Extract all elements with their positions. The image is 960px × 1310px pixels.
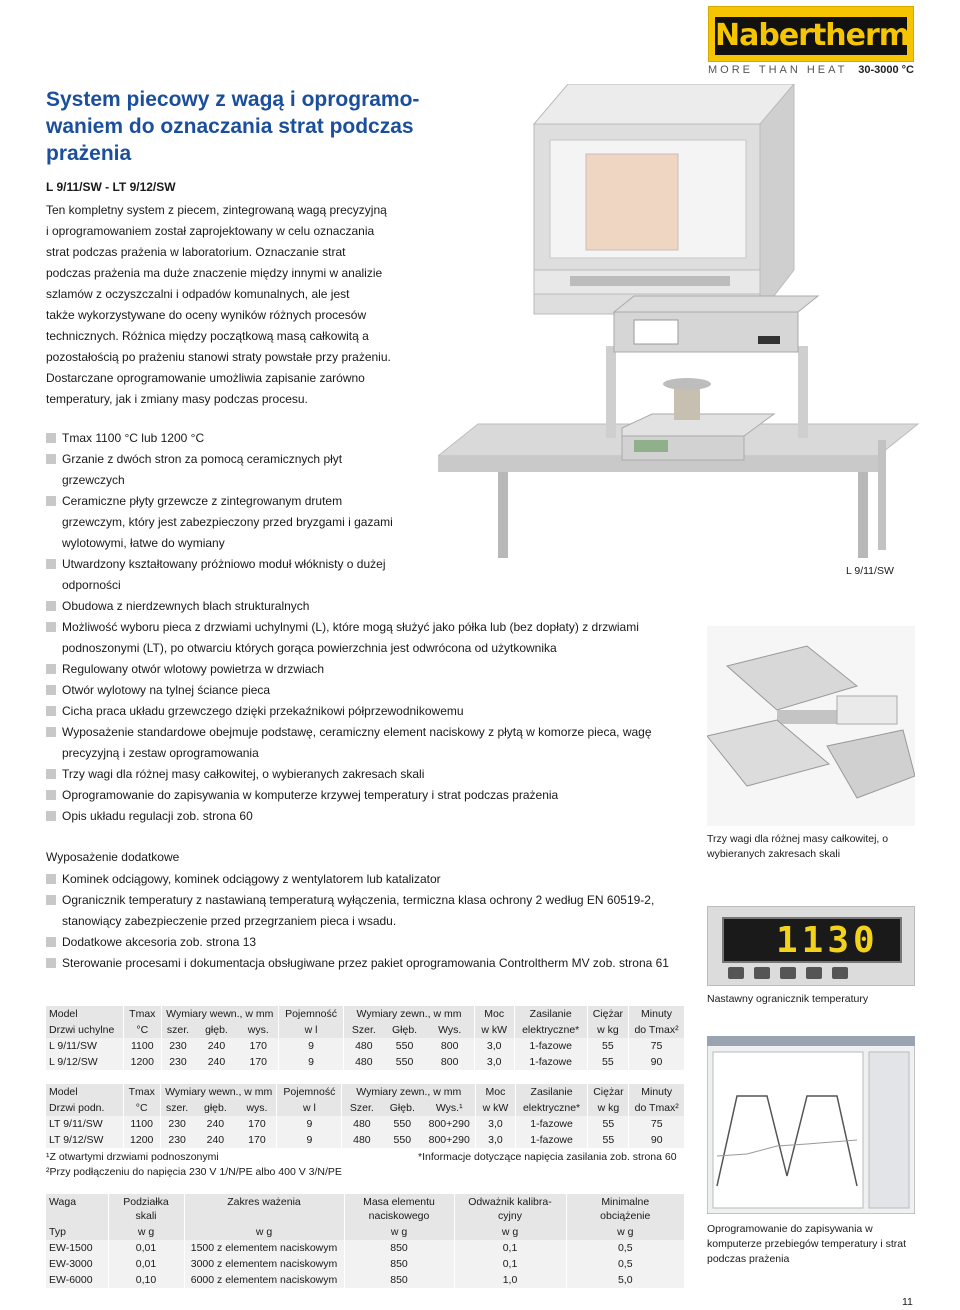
table-cell: 800+290 xyxy=(423,1116,475,1132)
controller-screen xyxy=(634,320,678,344)
title-line: waniem do oznaczania strat podczas xyxy=(46,115,414,138)
header-line: obciążenie xyxy=(600,1210,651,1222)
header-line: Minimalne xyxy=(601,1196,650,1208)
table-cell: 230 xyxy=(161,1054,194,1070)
scale-display-panel xyxy=(837,696,897,724)
table-subheader: wys. xyxy=(239,1022,279,1038)
header-line: Zakres ważenia xyxy=(227,1196,301,1208)
controller-switch xyxy=(758,336,780,344)
furnace-photo xyxy=(438,84,920,562)
page-number: 11 xyxy=(902,1296,913,1308)
table-cell: EW-3000 xyxy=(46,1256,108,1272)
table-subheader: Szer. xyxy=(344,1022,384,1038)
table-cell: EW-1500 xyxy=(46,1240,108,1256)
table-header: Moc xyxy=(476,1084,516,1100)
options-title: Wyposażenie dodatkowe xyxy=(46,850,180,864)
table-cell: 550 xyxy=(381,1116,423,1132)
table-cell: 240 xyxy=(193,1132,237,1148)
table-cell: 1-fazowe xyxy=(514,1038,587,1054)
table-cell: 55 xyxy=(587,1054,628,1070)
list-item: Ogranicznik temperatury z nastawianą temperaturą wyłączenia, termiczna klasa ochrony 2 według EN 60519-2, stanowiący zabezpieczenie przed przegrzaniem pieca i wsadu. xyxy=(46,890,696,932)
temp-range: 30-3000 °C xyxy=(858,64,914,76)
table-cell: 1-fazowe xyxy=(514,1054,587,1070)
table-header xyxy=(344,1194,454,1224)
table-lift-door xyxy=(46,1084,684,1148)
table-cell: 480 xyxy=(342,1116,382,1132)
limiter-button xyxy=(806,967,822,979)
furnace-side xyxy=(760,84,794,314)
table-header xyxy=(184,1194,344,1224)
list-item: Utwardzony kształtowany próżniowo moduł włóknisty o dużej odporności xyxy=(46,554,686,596)
table-cell: 3,0 xyxy=(474,1038,514,1054)
table-cell: 850 xyxy=(344,1272,454,1288)
intro-line: podczas prażenia ma duże znaczenie między innymi w analizie xyxy=(46,266,383,280)
window-titlebar xyxy=(707,1036,915,1046)
table-cell: 480 xyxy=(342,1132,382,1148)
list-item: Cicha praca układu grzewczego dzięki przekaźnikowi półprzewodnikowemu xyxy=(46,701,686,722)
list-item: Oprogramowanie do zapisywania w komputerze krzywej temperatury i strat podczas prażenia xyxy=(46,785,686,806)
table-cell: 3000 z elementem naciskowym xyxy=(184,1256,344,1272)
table-subheader: głęb. xyxy=(193,1100,237,1116)
table-subheader: Drzwi podn. xyxy=(46,1100,123,1116)
caption-software: Oprogramowanie do zapisywania w komputerze przebiegów temperatury i strat podczas prażenia xyxy=(707,1223,907,1265)
table-cell: 170 xyxy=(237,1116,277,1132)
table-cell: 230 xyxy=(161,1038,194,1054)
table-cell: 800 xyxy=(426,1054,475,1070)
table-header xyxy=(108,1194,184,1224)
table-cell: LT 9/12/SW xyxy=(46,1132,123,1148)
options-list xyxy=(46,869,696,974)
table-unit: Typ xyxy=(46,1224,108,1240)
header-line: Waga xyxy=(49,1196,77,1208)
table-subheader: do Tmax² xyxy=(629,1022,684,1038)
table-cell: 170 xyxy=(237,1132,277,1148)
intro-line: i oprogramowaniem został zaprojektowany w celu oznaczania xyxy=(46,224,375,238)
title-line: System piecowy z wagą i oprogramo- xyxy=(46,88,420,111)
intro-line: Dostarczane oprogramowanie umożliwia zapisanie zarówno xyxy=(46,371,365,385)
table-cell: 55 xyxy=(588,1132,629,1148)
table-subheader: w kg xyxy=(588,1100,629,1116)
limiter-button xyxy=(728,967,744,979)
table-header: Ciężar xyxy=(587,1006,628,1022)
table-header: Pojemność xyxy=(277,1084,342,1100)
title-line: prażenia xyxy=(46,142,132,165)
table-cell: 90 xyxy=(629,1132,684,1148)
table-cell: 90 xyxy=(629,1054,684,1070)
limiter-button xyxy=(754,967,770,979)
table-header: Ciężar xyxy=(588,1084,629,1100)
table-header: Wymiary zewn., w mm xyxy=(342,1084,476,1100)
table-header: Wymiary zewn., w mm xyxy=(344,1006,475,1022)
list-item: Grzanie z dwóch stron za pomocą ceramicznych płyt grzewczych xyxy=(46,449,686,491)
table-cell: 55 xyxy=(587,1038,628,1054)
table-cell: 170 xyxy=(239,1038,279,1054)
table-subheader: wys. xyxy=(237,1100,277,1116)
page-title xyxy=(46,86,426,167)
door-handle xyxy=(570,276,730,286)
table-leg xyxy=(858,472,868,558)
brand-logo xyxy=(708,6,914,62)
table-cell: EW-6000 xyxy=(46,1272,108,1288)
limiter-photo xyxy=(707,906,915,986)
table-cell: 230 xyxy=(160,1116,193,1132)
list-item: Sterowanie procesami i dokumentacja obsługiwane przez pakiet oprogramowania Controltherm MV zob. strona 61 xyxy=(46,953,696,974)
table-subheader: w kg xyxy=(587,1022,628,1038)
table-subheader: w kW xyxy=(474,1022,514,1038)
table-unit: w g xyxy=(454,1224,566,1240)
limiter-button xyxy=(832,967,848,979)
limiter-display xyxy=(722,917,902,963)
table-subheader: do Tmax² xyxy=(629,1100,684,1116)
table-cell: 550 xyxy=(384,1054,426,1070)
table-cell: 3,0 xyxy=(476,1116,516,1132)
table-header xyxy=(454,1194,566,1224)
table-subheader: szer. xyxy=(160,1100,193,1116)
table-unit: w g xyxy=(344,1224,454,1240)
table-cell: 800 xyxy=(426,1038,475,1054)
software-screenshot xyxy=(707,1036,915,1214)
table-header: Wymiary wewn., w mm xyxy=(161,1006,278,1022)
list-item: Regulowany otwór wlotowy powietrza w drzwiach xyxy=(46,659,686,680)
table-cell: 1200 xyxy=(123,1054,161,1070)
list-item: Trzy wagi dla różnej masy całkowitej, o wybieranych zakresach skali xyxy=(46,764,686,785)
intro-line: szlamów z oczyszczalni i odpadów komunalnych, ale jest xyxy=(46,287,350,301)
table-subheader: Głęb. xyxy=(384,1022,426,1038)
header-line: Odważnik kalibra- xyxy=(468,1196,552,1208)
scale-display xyxy=(634,440,668,452)
table-subheader: głęb. xyxy=(194,1022,238,1038)
table-scales xyxy=(46,1194,684,1288)
list-item: Otwór wylotowy na tylnej ściance pieca xyxy=(46,680,686,701)
tagline-text: MORE THAN HEAT xyxy=(708,64,848,76)
limiter-button xyxy=(780,967,796,979)
table-cell: 240 xyxy=(193,1116,237,1132)
brand-tagline xyxy=(708,64,920,76)
intro-text xyxy=(46,200,406,410)
table-cell: 850 xyxy=(344,1256,454,1272)
furnace-chamber xyxy=(586,154,678,250)
table-header xyxy=(566,1194,684,1224)
table-cell: 75 xyxy=(629,1038,684,1054)
table-cell: 800+290 xyxy=(423,1132,475,1148)
table-subheader: Szer. xyxy=(342,1100,382,1116)
table-header: Tmax xyxy=(123,1006,161,1022)
table-subheader: elektryczne* xyxy=(514,1022,587,1038)
side-panel xyxy=(869,1052,909,1208)
table-cell: 1500 z elementem naciskowym xyxy=(184,1240,344,1256)
table-header: Zasilanie xyxy=(515,1084,588,1100)
table-unit: w g xyxy=(184,1224,344,1240)
table-cell: 230 xyxy=(160,1132,193,1148)
table-subheader: w l xyxy=(278,1022,343,1038)
table-cell: 75 xyxy=(629,1116,684,1132)
table-cell: 0,1 xyxy=(454,1256,566,1272)
intro-line: technicznych. Różnica między początkową masą całkowitą a xyxy=(46,329,369,343)
header-line: cyjny xyxy=(498,1210,522,1222)
table-cell: 1100 xyxy=(123,1116,160,1132)
table-cell: 9 xyxy=(278,1054,343,1070)
header-line: Podziałka skali xyxy=(123,1196,169,1222)
limiter-value: 1130 xyxy=(776,920,879,961)
caption-scales: Trzy wagi dla różnej masy całkowitej, o wybieranych zakresach skali xyxy=(707,833,889,860)
table-header: Minuty xyxy=(629,1084,684,1100)
table-cell: 480 xyxy=(344,1054,384,1070)
table-subheader: elektryczne* xyxy=(515,1100,588,1116)
table-cell: 480 xyxy=(344,1038,384,1054)
table-cell: L 9/11/SW xyxy=(46,1038,123,1054)
table-header: Tmax xyxy=(123,1084,160,1100)
header-line: Masa elementu xyxy=(363,1196,435,1208)
table-unit: w g xyxy=(108,1224,184,1240)
table-header: Model xyxy=(46,1084,123,1100)
table-cell: 0,01 xyxy=(108,1240,184,1256)
table-cell: 3,0 xyxy=(476,1132,516,1148)
table-cell: 9 xyxy=(277,1116,342,1132)
scales-photo xyxy=(707,626,915,826)
table-header: Zasilanie xyxy=(514,1006,587,1022)
stand-leg xyxy=(606,346,616,438)
table-cell: 0,5 xyxy=(566,1256,684,1272)
table-leg xyxy=(498,472,508,558)
caption-limiter: Nastawny ogranicznik temperatury xyxy=(707,993,869,1005)
table-cell: 1,0 xyxy=(454,1272,566,1288)
footnote-2: ²Przy podłączeniu do napięcia 230 V 1/N/PE albo 400 V 3/N/PE xyxy=(46,1166,342,1178)
header-line: naciskowego xyxy=(368,1210,430,1222)
table-cell: 0,01 xyxy=(108,1256,184,1272)
table-cell: LT 9/11/SW xyxy=(46,1116,123,1132)
table-header: Moc xyxy=(474,1006,514,1022)
list-item: Wyposażenie standardowe obejmuje podstawę, ceramiczny element naciskowy z płytą w komorze pieca, wagę precyzyjną i zestaw oprogramowania xyxy=(46,722,686,764)
caption-furnace: L 9/11/SW xyxy=(846,565,894,577)
brand-logo-text: Nabertherm xyxy=(715,18,910,53)
table-cell: 240 xyxy=(194,1054,238,1070)
intro-line: także wykorzystywane do oceny wyników różnych procesów xyxy=(46,308,367,322)
table-cell: 1-fazowe xyxy=(515,1132,588,1148)
intro-line: temperatury, jak i zmiany masy podczas procesu. xyxy=(46,392,308,406)
footnote-1: ¹Z otwartymi drzwiami podnoszonymi xyxy=(46,1151,219,1163)
table-subheader: Wys. xyxy=(426,1022,475,1038)
table-header: Wymiary wewn., w mm xyxy=(160,1084,277,1100)
table-subheader: °C xyxy=(123,1022,161,1038)
table-cell: 1200 xyxy=(123,1132,160,1148)
table-subheader: °C xyxy=(123,1100,160,1116)
table-cell: 9 xyxy=(277,1132,342,1148)
footnote-voltage: *Informacje dotyczące napięcia zasilania zob. strona 60 xyxy=(418,1151,677,1163)
table-cell: 550 xyxy=(384,1038,426,1054)
model-line: L 9/11/SW - LT 9/12/SW xyxy=(46,180,176,194)
table-subheader: w kW xyxy=(476,1100,516,1116)
table-hinged-door xyxy=(46,1006,684,1070)
table-cell: 550 xyxy=(381,1132,423,1148)
table-subheader: szer. xyxy=(161,1022,194,1038)
controller-top xyxy=(614,296,818,312)
table-cell: 55 xyxy=(588,1116,629,1132)
table-cell: 9 xyxy=(278,1038,343,1054)
table-subheader: w l xyxy=(277,1100,342,1116)
table-cell: L 9/12/SW xyxy=(46,1054,123,1070)
table-cell: 1-fazowe xyxy=(515,1116,588,1132)
scale-plate xyxy=(663,378,711,390)
table-unit: w g xyxy=(566,1224,684,1240)
list-item: Możliwość wyboru pieca z drzwiami uchylnymi (L), które mogą służyć jako półka lub (bez dopłaty) z drzwiami podnoszonymi (LT), po otwarciu których gorąca powierzchnia jest odwrócona od użytkownika xyxy=(46,617,686,659)
table-header: Pojemność xyxy=(278,1006,343,1022)
table-header xyxy=(46,1194,108,1224)
intro-line: Ten kompletny system z piecem, zintegrowaną wagą precyzyjną xyxy=(46,203,387,217)
list-item: Tmax 1100 °C lub 1200 °C xyxy=(46,428,686,449)
list-item: Ceramiczne płyty grzewcze z zintegrowanym drutem grzewczym, który jest zabezpieczony przed bryzgami i gazami wylotowymi, łatwe do wymiany xyxy=(46,491,686,554)
table-cell: 170 xyxy=(239,1054,279,1070)
table-cell: 1100 xyxy=(123,1038,161,1054)
table-cell: 5,0 xyxy=(566,1272,684,1288)
table-leg xyxy=(878,440,886,550)
table-cell: 6000 z elementem naciskowym xyxy=(184,1272,344,1288)
table-subheader: Wys.¹ xyxy=(423,1100,475,1116)
table-subheader: Głęb. xyxy=(381,1100,423,1116)
intro-line: pozostałością po prażeniu stanowi straty powstałe przy prażeniu. xyxy=(46,350,391,364)
furnace-top xyxy=(534,84,794,124)
table-header: Minuty xyxy=(629,1006,684,1022)
list-item: Obudowa z nierdzewnych blach strukturalnych xyxy=(46,596,686,617)
list-item: Kominek odciągowy, kominek odciągowy z wentylatorem lub katalizator xyxy=(46,869,696,890)
list-item: Opis układu regulacji zob. strona 60 xyxy=(46,806,686,827)
table-subheader: Drzwi uchylne xyxy=(46,1022,123,1038)
chart-area xyxy=(713,1052,863,1208)
table-header: Model xyxy=(46,1006,123,1022)
stand-leg xyxy=(798,346,808,438)
table-cell: 3,0 xyxy=(474,1054,514,1070)
list-item: Dodatkowe akcesoria zob. strona 13 xyxy=(46,932,696,953)
table-cell: 0,5 xyxy=(566,1240,684,1256)
intro-line: strat podczas prażenia w laboratorium. Oznaczanie strat xyxy=(46,245,346,259)
table-cell: 0,1 xyxy=(454,1240,566,1256)
table-cell: 850 xyxy=(344,1240,454,1256)
table-cell: 0,10 xyxy=(108,1272,184,1288)
table-cell: 240 xyxy=(194,1038,238,1054)
